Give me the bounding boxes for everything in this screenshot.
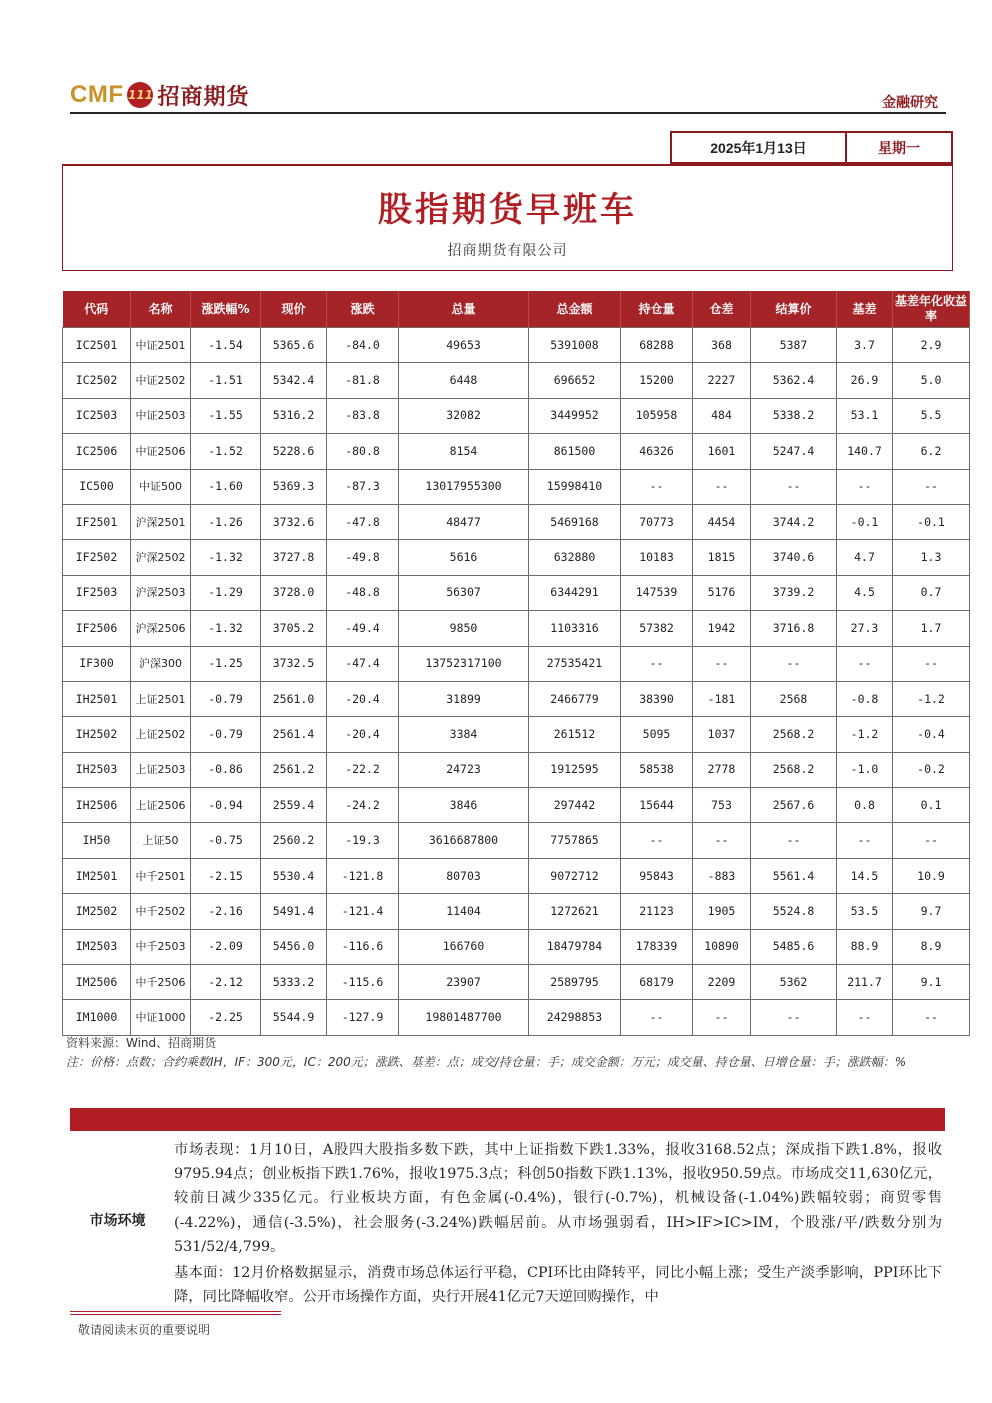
table-cell: -0.75 xyxy=(191,823,261,858)
footer-divider xyxy=(70,1314,281,1315)
table-cell: 4.5 xyxy=(837,575,893,610)
table-cell: 3384 xyxy=(399,717,529,752)
table-cell: 中证500 xyxy=(131,469,191,504)
table-cell: 15644 xyxy=(621,788,693,823)
table-cell: 5.5 xyxy=(893,398,970,433)
table-cell: -0.94 xyxy=(191,788,261,823)
table-cell: -20.4 xyxy=(327,717,399,752)
table-cell: 5456.0 xyxy=(261,929,327,964)
table-cell: 2209 xyxy=(693,965,751,1000)
table-cell: -0.86 xyxy=(191,752,261,787)
table-cell: 3846 xyxy=(399,788,529,823)
column-header: 仓差 xyxy=(693,291,751,328)
table-cell: -1.54 xyxy=(191,328,261,363)
table-cell: 48477 xyxy=(399,504,529,539)
table-cell: -2.09 xyxy=(191,929,261,964)
table-cell: 23907 xyxy=(399,965,529,1000)
table-row xyxy=(63,504,970,539)
table-cell: 147539 xyxy=(621,575,693,610)
table-cell: 15200 xyxy=(621,363,693,398)
table-cell: 261512 xyxy=(529,717,621,752)
table-cell: -0.79 xyxy=(191,681,261,716)
table-cell: 88.9 xyxy=(837,929,893,964)
table-cell: -- xyxy=(837,1000,893,1035)
logo-text: CMF xyxy=(70,81,124,108)
column-header: 基差年化收益率 xyxy=(893,291,970,328)
table-cell: -1.52 xyxy=(191,434,261,469)
logo-cn-text: 招商期货 xyxy=(157,84,250,110)
table-cell: -0.8 xyxy=(837,681,893,716)
table-cell: 9.7 xyxy=(893,894,970,929)
table-cell: 24723 xyxy=(399,752,529,787)
table-cell: 3732.5 xyxy=(261,646,327,681)
table-cell: IH50 xyxy=(63,823,131,858)
table-cell: -883 xyxy=(693,858,751,893)
table-cell: 5342.4 xyxy=(261,363,327,398)
table-cell: 3728.0 xyxy=(261,575,327,610)
table-cell: 1.7 xyxy=(893,611,970,646)
table-cell: 18479784 xyxy=(529,929,621,964)
table-row xyxy=(63,328,970,363)
table-cell: IH2503 xyxy=(63,752,131,787)
table-cell: 1272621 xyxy=(529,894,621,929)
table-cell: 368 xyxy=(693,328,751,363)
table-cell: -81.8 xyxy=(327,363,399,398)
table-cell: 8154 xyxy=(399,434,529,469)
table-cell: 中千2503 xyxy=(131,929,191,964)
table-cell: IH2501 xyxy=(63,681,131,716)
table-cell: 3.7 xyxy=(837,328,893,363)
table-cell: 3732.6 xyxy=(261,504,327,539)
table-row xyxy=(63,1000,970,1035)
table-cell: -1.32 xyxy=(191,540,261,575)
table-cell: -- xyxy=(693,823,751,858)
table-cell: 32082 xyxy=(399,398,529,433)
table-cell: 3716.8 xyxy=(751,611,837,646)
table-cell: IM2506 xyxy=(63,965,131,1000)
column-header: 总金额 xyxy=(529,291,621,328)
column-header: 涨跌幅% xyxy=(191,291,261,328)
table-cell: -19.3 xyxy=(327,823,399,858)
table-cell: 178339 xyxy=(621,929,693,964)
table-cell: 中证1000 xyxy=(131,1000,191,1035)
table-cell: -2.25 xyxy=(191,1000,261,1035)
market-section-label: 市场环境 xyxy=(89,1213,146,1229)
table-cell: 38390 xyxy=(621,681,693,716)
table-cell: 95843 xyxy=(621,858,693,893)
table-cell: -1.0 xyxy=(837,752,893,787)
table-cell: -49.4 xyxy=(327,611,399,646)
table-cell: 5365.6 xyxy=(261,328,327,363)
table-cell: IM2502 xyxy=(63,894,131,929)
table-cell: 2567.6 xyxy=(751,788,837,823)
table-cell: 27535421 xyxy=(529,646,621,681)
table-cell: -2.16 xyxy=(191,894,261,929)
table-row xyxy=(63,858,970,893)
company-logo xyxy=(70,78,250,112)
table-cell: 2561.0 xyxy=(261,681,327,716)
table-cell: IC2501 xyxy=(63,328,131,363)
table-cell: 8.9 xyxy=(893,929,970,964)
table-cell: 1037 xyxy=(693,717,751,752)
table-cell: 297442 xyxy=(529,788,621,823)
table-cell: 1815 xyxy=(693,540,751,575)
table-cell: -0.1 xyxy=(837,504,893,539)
table-row xyxy=(63,434,970,469)
table-cell: -1.51 xyxy=(191,363,261,398)
table-cell: -20.4 xyxy=(327,681,399,716)
table-row xyxy=(63,717,970,752)
table-cell: IC500 xyxy=(63,469,131,504)
table-cell: 中证2506 xyxy=(131,434,191,469)
table-cell: 沪深2506 xyxy=(131,611,191,646)
table-cell: -- xyxy=(837,469,893,504)
column-header: 现价 xyxy=(261,291,327,328)
column-header: 总量 xyxy=(399,291,529,328)
table-cell: 2466779 xyxy=(529,681,621,716)
table-cell: 0.8 xyxy=(837,788,893,823)
table-row xyxy=(63,469,970,504)
report-title: 股指期货早班车 xyxy=(378,190,637,230)
table-cell: -115.6 xyxy=(327,965,399,1000)
table-row xyxy=(63,681,970,716)
table-cell: 861500 xyxy=(529,434,621,469)
table-cell: -22.2 xyxy=(327,752,399,787)
table-cell: 56307 xyxy=(399,575,529,610)
table-cell: IF2501 xyxy=(63,504,131,539)
table-cell: IM1000 xyxy=(63,1000,131,1035)
table-cell: IC2502 xyxy=(63,363,131,398)
table-cell: 2227 xyxy=(693,363,751,398)
footer-divider xyxy=(70,1311,281,1312)
table-row xyxy=(63,646,970,681)
table-cell: -- xyxy=(751,469,837,504)
table-cell: 中证2503 xyxy=(131,398,191,433)
table-cell: -- xyxy=(751,646,837,681)
table-cell: 5491.4 xyxy=(261,894,327,929)
table-cell: -- xyxy=(621,823,693,858)
table-cell: -1.60 xyxy=(191,469,261,504)
table-cell: -24.2 xyxy=(327,788,399,823)
table-cell: 1905 xyxy=(693,894,751,929)
table-cell: 5544.9 xyxy=(261,1000,327,1035)
table-cell: -1.25 xyxy=(191,646,261,681)
table-cell: IC2503 xyxy=(63,398,131,433)
table-cell: 2589795 xyxy=(529,965,621,1000)
table-cell: IH2502 xyxy=(63,717,131,752)
table-body xyxy=(63,328,970,1036)
table-cell: -- xyxy=(693,1000,751,1035)
table-cell: 1103316 xyxy=(529,611,621,646)
market-paragraph: 市场表现：1月10日，A股四大股指多数下跌，其中上证指数下跌1.33%，报收3168.52点；深成指下跌1.8%，报收9795.94点；创业板指下跌1.76%，报收1975.3点；科创50指数下跌1.13%，报收950.59点。市场成交11,630亿元，较前日减少335亿元。行业板块方面，有色金属(-0.4%)，银行(-0.7%)，机械设备(-1.04%)跌幅较弱；商贸零售(-4.22%)，通信(-3.5%)，社会服务(-3.24%)跌幅居前。从市场强弱看，IH>IF>IC>IM，个股涨/平/跌数分别为531/52/4,799。 xyxy=(174,1142,942,1255)
table-cell: 15998410 xyxy=(529,469,621,504)
table-cell: 5338.2 xyxy=(751,398,837,433)
table-cell: 140.7 xyxy=(837,434,893,469)
table-cell: 中证2501 xyxy=(131,328,191,363)
report-date: 2025年1月13日 xyxy=(672,133,847,162)
table-cell: 5524.8 xyxy=(751,894,837,929)
table-cell: -48.8 xyxy=(327,575,399,610)
table-row xyxy=(63,965,970,1000)
table-cell: -1.32 xyxy=(191,611,261,646)
table-cell: 70773 xyxy=(621,504,693,539)
table-cell: 10.9 xyxy=(893,858,970,893)
table-cell: 53.1 xyxy=(837,398,893,433)
column-header: 结算价 xyxy=(751,291,837,328)
table-cell: -80.8 xyxy=(327,434,399,469)
table-cell: 上证2502 xyxy=(131,717,191,752)
table-cell: 13752317100 xyxy=(399,646,529,681)
table-cell: -- xyxy=(693,469,751,504)
table-cell: 9072712 xyxy=(529,858,621,893)
table-cell: 上证50 xyxy=(131,823,191,858)
table-cell: IC2506 xyxy=(63,434,131,469)
section-divider-bar xyxy=(70,1108,945,1131)
table-cell: 21123 xyxy=(621,894,693,929)
table-cell: -- xyxy=(893,469,970,504)
table-cell: -0.79 xyxy=(191,717,261,752)
table-cell: 3744.2 xyxy=(751,504,837,539)
table-cell: -0.2 xyxy=(893,752,970,787)
table-cell: 5362 xyxy=(751,965,837,1000)
table-cell: 1.3 xyxy=(893,540,970,575)
table-cell: 3705.2 xyxy=(261,611,327,646)
table-cell: 7757865 xyxy=(529,823,621,858)
table-row xyxy=(63,929,970,964)
table-cell: 80703 xyxy=(399,858,529,893)
table-cell: 9850 xyxy=(399,611,529,646)
table-cell: -87.3 xyxy=(327,469,399,504)
table-row xyxy=(63,611,970,646)
table-cell: IF2502 xyxy=(63,540,131,575)
table-row xyxy=(63,363,970,398)
table-cell: 6344291 xyxy=(529,575,621,610)
table-cell: 2561.2 xyxy=(261,752,327,787)
company-name: 招商期货有限公司 xyxy=(447,243,568,259)
table-cell: -- xyxy=(893,823,970,858)
table-cell: 13017955300 xyxy=(399,469,529,504)
table-cell: 2561.4 xyxy=(261,717,327,752)
table-cell: 3449952 xyxy=(529,398,621,433)
table-cell: 2568.2 xyxy=(751,752,837,787)
market-commentary xyxy=(174,1138,942,1311)
table-cell: 31899 xyxy=(399,681,529,716)
table-cell: -- xyxy=(893,1000,970,1035)
table-cell: 68179 xyxy=(621,965,693,1000)
table-cell: -121.4 xyxy=(327,894,399,929)
table-cell: IF300 xyxy=(63,646,131,681)
table-cell: 2568.2 xyxy=(751,717,837,752)
table-cell: -- xyxy=(621,1000,693,1035)
table-cell: 3616687800 xyxy=(399,823,529,858)
table-cell: 5391008 xyxy=(529,328,621,363)
table-cell: -- xyxy=(837,823,893,858)
table-cell: 753 xyxy=(693,788,751,823)
table-cell: -2.15 xyxy=(191,858,261,893)
table-cell: -47.8 xyxy=(327,504,399,539)
table-cell: 24298853 xyxy=(529,1000,621,1035)
header-divider xyxy=(70,112,946,114)
table-cell: 19801487700 xyxy=(399,1000,529,1035)
table-cell: -49.8 xyxy=(327,540,399,575)
table-cell: -1.55 xyxy=(191,398,261,433)
table-cell: 3727.8 xyxy=(261,540,327,575)
table-cell: -- xyxy=(621,469,693,504)
table-cell: 9.1 xyxy=(893,965,970,1000)
table-cell: 2778 xyxy=(693,752,751,787)
table-cell: -0.4 xyxy=(893,717,970,752)
table-cell: 5362.4 xyxy=(751,363,837,398)
table-cell: -- xyxy=(751,1000,837,1035)
table-cell: -2.12 xyxy=(191,965,261,1000)
report-weekday: 星期一 xyxy=(878,140,920,157)
table-cell: 14.5 xyxy=(837,858,893,893)
table-cell: 57382 xyxy=(621,611,693,646)
table-cell: 沪深2501 xyxy=(131,504,191,539)
table-cell: 5176 xyxy=(693,575,751,610)
table-cell: 3740.6 xyxy=(751,540,837,575)
table-cell: 中千2502 xyxy=(131,894,191,929)
table-row xyxy=(63,752,970,787)
table-cell: -- xyxy=(693,646,751,681)
table-cell: 1942 xyxy=(693,611,751,646)
footer-disclaimer: 敬请阅读末页的重要说明 xyxy=(78,1323,211,1337)
table-cell: 1601 xyxy=(693,434,751,469)
table-cell: 58538 xyxy=(621,752,693,787)
table-cell: 4454 xyxy=(693,504,751,539)
table-cell: -1.29 xyxy=(191,575,261,610)
department-label: 金融研究 xyxy=(882,95,938,111)
logo-emblem-icon: 111 xyxy=(127,82,153,108)
table-cell: 2568 xyxy=(751,681,837,716)
table-cell: 6.2 xyxy=(893,434,970,469)
table-cell: -47.4 xyxy=(327,646,399,681)
table-cell: -1.2 xyxy=(837,717,893,752)
column-header: 代码 xyxy=(63,291,131,328)
table-cell: 5095 xyxy=(621,717,693,752)
table-cell: 211.7 xyxy=(837,965,893,1000)
table-cell: 0.7 xyxy=(893,575,970,610)
table-row xyxy=(63,575,970,610)
table-cell: 5.0 xyxy=(893,363,970,398)
table-cell: -84.0 xyxy=(327,328,399,363)
table-cell: 中千2501 xyxy=(131,858,191,893)
table-cell: 4.7 xyxy=(837,540,893,575)
table-cell: -127.9 xyxy=(327,1000,399,1035)
table-cell: 6448 xyxy=(399,363,529,398)
column-header: 持仓量 xyxy=(621,291,693,328)
table-cell: IM2501 xyxy=(63,858,131,893)
table-cell: 5387 xyxy=(751,328,837,363)
table-row xyxy=(63,823,970,858)
table-cell: -- xyxy=(621,646,693,681)
title-box xyxy=(62,164,953,271)
table-cell: IF2503 xyxy=(63,575,131,610)
table-cell: 2.9 xyxy=(893,328,970,363)
table-cell: 上证2503 xyxy=(131,752,191,787)
table-cell: -- xyxy=(837,646,893,681)
table-cell: -1.26 xyxy=(191,504,261,539)
table-cell: 中证2502 xyxy=(131,363,191,398)
table-cell: 11404 xyxy=(399,894,529,929)
table-cell: 0.1 xyxy=(893,788,970,823)
table-cell: 上证2501 xyxy=(131,681,191,716)
table-cell: 696652 xyxy=(529,363,621,398)
table-cell: 10890 xyxy=(693,929,751,964)
table-cell: 5485.6 xyxy=(751,929,837,964)
table-cell: 46326 xyxy=(621,434,693,469)
table-cell: -116.6 xyxy=(327,929,399,964)
table-cell: 3739.2 xyxy=(751,575,837,610)
table-cell: 68288 xyxy=(621,328,693,363)
table-cell: 5530.4 xyxy=(261,858,327,893)
table-cell: 中千2506 xyxy=(131,965,191,1000)
futures-quote-table xyxy=(62,291,970,1036)
table-cell: 10183 xyxy=(621,540,693,575)
date-box xyxy=(670,131,953,164)
table-cell: 沪深2502 xyxy=(131,540,191,575)
table-cell: 2560.2 xyxy=(261,823,327,858)
table-cell: 5561.4 xyxy=(751,858,837,893)
column-header: 基差 xyxy=(837,291,893,328)
table-cell: 沪深300 xyxy=(131,646,191,681)
table-cell: 5228.6 xyxy=(261,434,327,469)
column-header: 名称 xyxy=(131,291,191,328)
table-row xyxy=(63,894,970,929)
column-header: 涨跌 xyxy=(327,291,399,328)
table-cell: 632880 xyxy=(529,540,621,575)
data-source: 资料来源：Wind、招商期货 xyxy=(66,1036,217,1050)
table-cell: IH2506 xyxy=(63,788,131,823)
table-cell: -- xyxy=(893,646,970,681)
table-cell: 53.5 xyxy=(837,894,893,929)
table-cell: 2559.4 xyxy=(261,788,327,823)
table-cell: -- xyxy=(751,823,837,858)
table-row xyxy=(63,788,970,823)
table-row xyxy=(63,398,970,433)
table-row xyxy=(63,540,970,575)
table-cell: -1.2 xyxy=(893,681,970,716)
table-cell: 49653 xyxy=(399,328,529,363)
table-cell: IM2503 xyxy=(63,929,131,964)
table-cell: -121.8 xyxy=(327,858,399,893)
table-header-row xyxy=(63,291,970,328)
table-cell: 上证2506 xyxy=(131,788,191,823)
table-cell: -181 xyxy=(693,681,751,716)
table-cell: 26.9 xyxy=(837,363,893,398)
table-cell: 484 xyxy=(693,398,751,433)
table-cell: -0.1 xyxy=(893,504,970,539)
table-cell: 5333.2 xyxy=(261,965,327,1000)
table-cell: 5316.2 xyxy=(261,398,327,433)
table-cell: 27.3 xyxy=(837,611,893,646)
table-note: 注：价格：点数；合约乘数IH，IF：300元，IC：200元；涨跌、基差：点；成交/持仓量：手；成交金额：万元；成交量、持仓量、日增仓量：手；涨跌幅：% xyxy=(66,1055,907,1069)
table-cell: 105958 xyxy=(621,398,693,433)
table-cell: 1912595 xyxy=(529,752,621,787)
table-cell: -83.8 xyxy=(327,398,399,433)
table-cell: 5616 xyxy=(399,540,529,575)
market-paragraph: 基本面：12月价格数据显示，消费市场总体运行平稳，CPI环比由降转平，同比小幅上涨；受生产淡季影响，PPI环比下降，同比降幅收窄。公开市场操作方面，央行开展41亿元7天逆回购操作，中 xyxy=(174,1265,942,1306)
table-cell: 5369.3 xyxy=(261,469,327,504)
table-cell: 沪深2503 xyxy=(131,575,191,610)
table-cell: IF2506 xyxy=(63,611,131,646)
table-cell: 166760 xyxy=(399,929,529,964)
table-cell: 5247.4 xyxy=(751,434,837,469)
table-cell: 5469168 xyxy=(529,504,621,539)
